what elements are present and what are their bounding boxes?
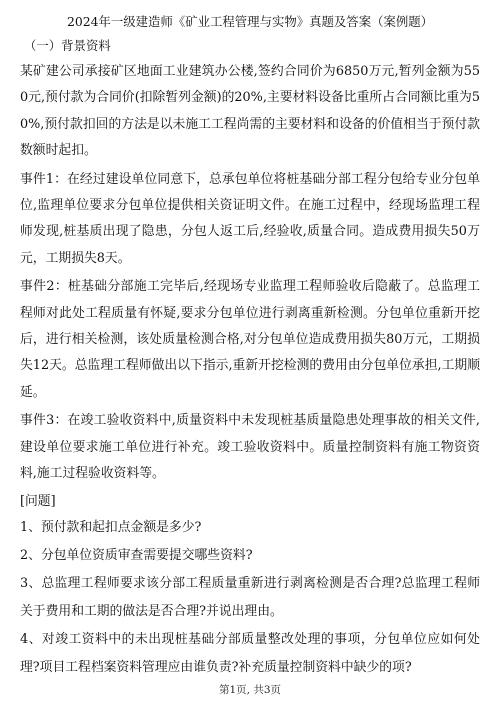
question-2: 2、分包单位资质审查需要提交哪些资料? xyxy=(20,547,253,563)
event-3-paragraph: 事件3：在竣工验收资料中,质量资料中未发现桩基质量隐患处理事故的相关文件,建设单位要求施工单位进行补充。竣工验收资料中。质量控制资料有施工物资资料,施工过程验收资料等。 xyxy=(20,413,480,482)
question-1: 1、预付款和起扣点金额是多少? xyxy=(20,519,202,535)
document-title: 2024年一级建造师《矿业工程管理与实物》真题及答案（案例题） xyxy=(66,14,434,29)
page-footer: 第1页, 共3页 xyxy=(218,684,282,696)
event-1-paragraph: 事件1：在经过建设单位同意下，总承包单位将桩基础分部工程分包给专业分包单位,监理单位要求分包单位提供相关资证明文件。在施工过程中，经现场监理工程师发现,桩基质出现了隐患，分包人返工后,经验收,质量合同。造成费用损失50万元，工期损失8天。 xyxy=(20,171,480,266)
question-4: 4、对竣工资料中的未出现桩基础分部质量整改处理的事项，分包单位应如何处理?项目工程档案资料管理应由谁负责?补充质量控制资料中缺少的项? xyxy=(20,631,480,675)
questions-heading: [问题] xyxy=(20,493,56,509)
background-paragraph: 某矿建公司承接矿区地面工业建筑办公楼,签约合同价为6850万元,暂列金额为550元,预付款为合同价(扣除暂列金额)的20%,主要材料设备比重所占合同额比重为50%,预付款扣回的方法是以未施工工程尚需的主要材料和设备的价值相当于预付款数额时起扣。 xyxy=(20,64,480,159)
section-heading: （一）背景资料 xyxy=(24,38,111,53)
question-3: 3、总监理工程师要求该分部工程质量重新进行剥离检测是否合理?总监理工程师关于费用和工期的做法是否合理?并说出理由。 xyxy=(20,575,480,619)
event-2-paragraph: 事件2：桩基础分部施工完毕后,经现场专业监理工程师验收后隐蔽了。总监理工程师对此处工程质量有怀疑,要求分包单位进行剥离重新检测。分包单位重新开挖后，进行相关检测，该处质量检测合格,对分包单位造成费用损失80万元，工期损失12天。总监理工程师做出以下指示,重新开挖检测的费用由分包单位承担,工期顺延。 xyxy=(20,279,480,400)
